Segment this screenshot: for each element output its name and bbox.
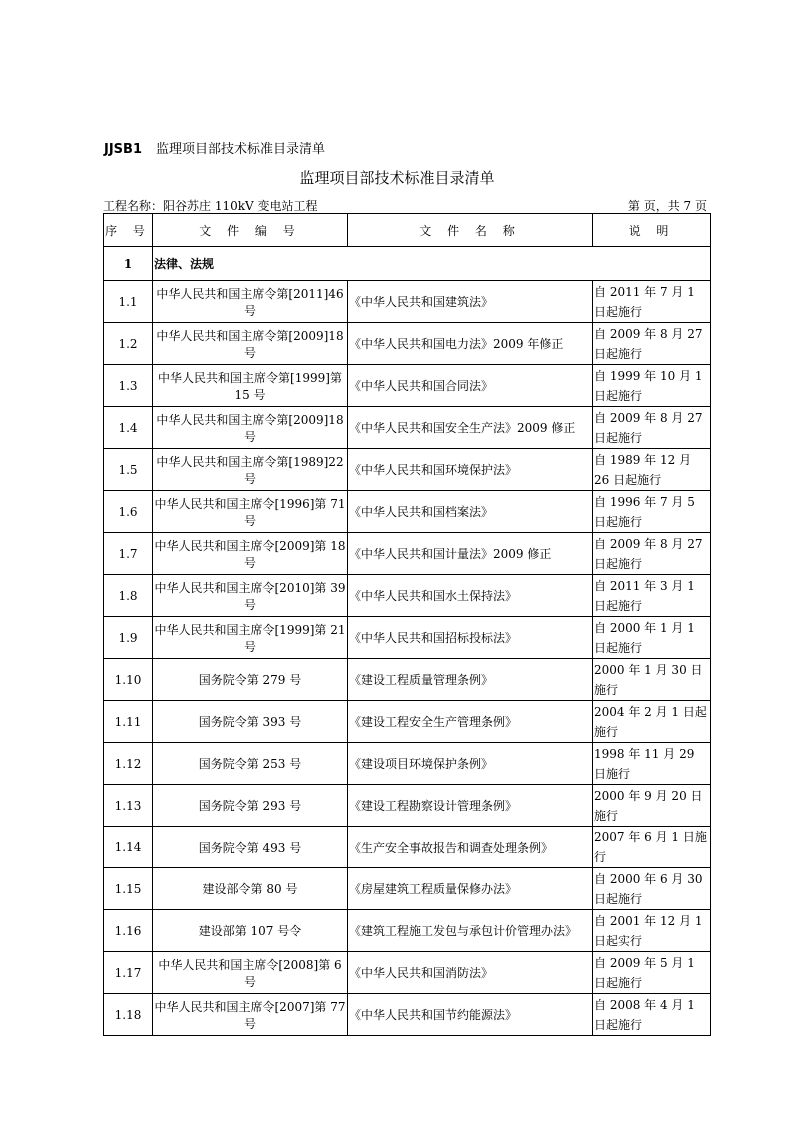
table-row: [104, 910, 711, 952]
row-number: 1.3: [104, 365, 153, 407]
section-number: 1: [104, 247, 153, 281]
row-document-name: 《中华人民共和国合同法》: [348, 365, 593, 407]
row-document-code: 中华人民共和国主席令第[2011]46 号: [153, 281, 348, 323]
row-document-name: 《建设工程勘察设计管理条例》: [348, 785, 593, 827]
table-header-row: [104, 214, 711, 247]
row-number: 1.11: [104, 701, 153, 743]
table-row: [104, 323, 711, 365]
table-row: [104, 407, 711, 449]
document-code-title: 监理项目部技术标准目录清单: [156, 142, 326, 157]
table-row: [104, 365, 711, 407]
table-row: [104, 827, 711, 868]
row-document-name: 《中华人民共和国电力法》2009 年修正: [348, 323, 593, 365]
row-document-code: 中华人民共和国主席令第[1999]第 15 号: [153, 365, 348, 407]
page-info: 第 页，共 7 页: [627, 199, 707, 213]
row-document-name: 《中华人民共和国节约能源法》: [348, 994, 593, 1036]
row-number: 1.5: [104, 449, 153, 491]
row-number: 1.4: [104, 407, 153, 449]
row-note: 自 2000 年 6 月 30 日起施行: [593, 868, 711, 910]
row-document-name: 《房屋建筑工程质量保修办法》: [348, 868, 593, 910]
row-number: 1.15: [104, 868, 153, 910]
table-row: [104, 281, 711, 323]
row-document-name: 《建设工程安全生产管理条例》: [348, 701, 593, 743]
row-note: 自 1999 年 10 月 1 日起施行: [593, 365, 711, 407]
row-number: 1.16: [104, 910, 153, 952]
page-title: 监理项目部技术标准目录清单: [299, 169, 495, 187]
table-row: [104, 659, 711, 701]
row-document-name: 《生产安全事故报告和调查处理条例》: [348, 827, 593, 868]
row-document-name: 《中华人民共和国档案法》: [348, 491, 593, 533]
row-document-name: 《中华人民共和国安全生产法》2009 修正: [348, 407, 593, 449]
project-name: 工程名称：阳谷苏庄 110kV 变电站工程: [103, 199, 318, 213]
row-document-code: 中华人民共和国主席令[2009]第 18 号: [153, 533, 348, 575]
standards-table: [103, 213, 711, 1036]
column-header-note: 说 明: [593, 214, 711, 247]
row-document-name: 《建筑工程施工发包与承包计价管理办法》: [348, 910, 593, 952]
row-note: 自 1989 年 12 月 26 日起施行: [593, 449, 711, 491]
row-document-code: 中华人民共和国主席令第[2009]18 号: [153, 407, 348, 449]
row-document-name: 《中华人民共和国消防法》: [348, 952, 593, 994]
table-row: [104, 743, 711, 785]
row-note: 自 2009 年 8 月 27 日起施行: [593, 533, 711, 575]
table-row: [104, 491, 711, 533]
row-document-code: 建设部令第 80 号: [153, 868, 348, 910]
row-document-name: 《中华人民共和国环境保护法》: [348, 449, 593, 491]
table-row: [104, 952, 711, 994]
row-number: 1.9: [104, 617, 153, 659]
row-number: 1.2: [104, 323, 153, 365]
row-number: 1.17: [104, 952, 153, 994]
row-document-code: 中华人民共和国主席令[2010]第 39 号: [153, 575, 348, 617]
row-document-code: 建设部第 107 号令: [153, 910, 348, 952]
row-document-code: 国务院令第 393 号: [153, 701, 348, 743]
table-row: [104, 868, 711, 910]
row-note: 2000 年 9 月 20 日施行: [593, 785, 711, 827]
row-number: 1.13: [104, 785, 153, 827]
row-document-name: 《中华人民共和国水土保持法》: [348, 575, 593, 617]
document-code-line: [104, 138, 325, 157]
row-note: 自 2008 年 4 月 1 日起施行: [593, 994, 711, 1036]
row-number: 1.18: [104, 994, 153, 1036]
row-document-code: 中华人民共和国主席令[2007]第 77 号: [153, 994, 348, 1036]
row-document-code: 中华人民共和国主席令[1996]第 71 号: [153, 491, 348, 533]
row-note: 自 2011 年 7 月 1 日起施行: [593, 281, 711, 323]
column-header-no: 序 号: [104, 214, 153, 247]
row-document-name: 《中华人民共和国计量法》2009 修正: [348, 533, 593, 575]
row-document-name: 《中华人民共和国建筑法》: [348, 281, 593, 323]
table-row: [104, 617, 711, 659]
row-note: 自 2001 年 12 月 1 日起实行: [593, 910, 711, 952]
row-document-code: 国务院令第 279 号: [153, 659, 348, 701]
section-title: 法律、法规: [153, 247, 711, 281]
row-number: 1.10: [104, 659, 153, 701]
row-number: 1.1: [104, 281, 153, 323]
row-note: 自 2009 年 5 月 1 日起施行: [593, 952, 711, 994]
row-document-code: 国务院令第 493 号: [153, 827, 348, 868]
row-note: 2007 年 6 月 1 日施行: [593, 827, 711, 868]
row-document-code: 中华人民共和国主席令[2008]第 6 号: [153, 952, 348, 994]
row-number: 1.7: [104, 533, 153, 575]
table-body: [104, 247, 711, 1036]
column-header-name: 文 件 名 称: [348, 214, 593, 247]
row-document-code: 中华人民共和国主席令[1999]第 21 号: [153, 617, 348, 659]
section-row: [104, 247, 711, 281]
table-row: [104, 533, 711, 575]
row-document-code: 中华人民共和国主席令第[1989]22 号: [153, 449, 348, 491]
row-note: 1998 年 11 月 29 日施行: [593, 743, 711, 785]
row-number: 1.6: [104, 491, 153, 533]
row-note: 自 2009 年 8 月 27 日起施行: [593, 323, 711, 365]
row-document-name: 《建设项目环境保护条例》: [348, 743, 593, 785]
table-row: [104, 701, 711, 743]
table-row: [104, 449, 711, 491]
row-note: 自 2011 年 3 月 1 日起施行: [593, 575, 711, 617]
row-document-code: 国务院令第 253 号: [153, 743, 348, 785]
row-note: 2004 年 2 月 1 日起施行: [593, 701, 711, 743]
row-note: 自 2009 年 8 月 27 日起施行: [593, 407, 711, 449]
row-number: 1.8: [104, 575, 153, 617]
row-note: 自 1996 年 7 月 5 日起施行: [593, 491, 711, 533]
table-row: [104, 575, 711, 617]
column-header-code: 文 件 编 号: [153, 214, 348, 247]
row-note: 2000 年 1 月 30 日施行: [593, 659, 711, 701]
row-document-code: 国务院令第 293 号: [153, 785, 348, 827]
table-row: [104, 994, 711, 1036]
row-document-name: 《建设工程质量管理条例》: [348, 659, 593, 701]
document-code: JJSB1: [104, 142, 142, 157]
project-info-line: [103, 197, 707, 214]
table-row: [104, 785, 711, 827]
row-document-name: 《中华人民共和国招标投标法》: [348, 617, 593, 659]
row-number: 1.14: [104, 827, 153, 868]
row-note: 自 2000 年 1 月 1 日起施行: [593, 617, 711, 659]
row-document-code: 中华人民共和国主席令第[2009]18 号: [153, 323, 348, 365]
row-number: 1.12: [104, 743, 153, 785]
